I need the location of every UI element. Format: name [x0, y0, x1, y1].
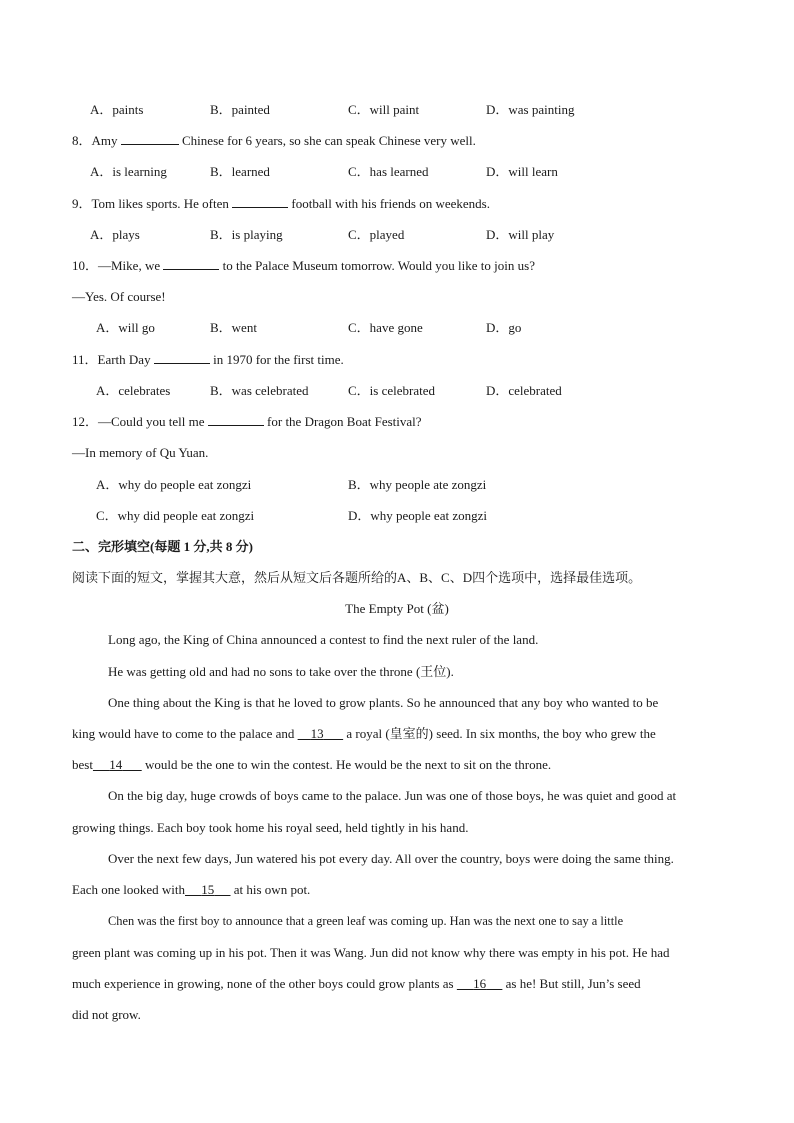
q8-stem-pre: 8．Amy: [72, 133, 118, 148]
q9-stem-pre: 9．Tom likes sports. He often: [72, 196, 229, 211]
q9-stem-post: football with his friends on weekends.: [291, 196, 490, 211]
q9-option-a: A．plays: [90, 227, 140, 242]
q10-option-c: C．have gone: [348, 320, 423, 335]
q11-stem: [72, 351, 344, 369]
q12-option-b: B．why people ate zongzi: [348, 477, 487, 492]
q12-stem-pre: 12．—Could you tell me: [72, 414, 205, 429]
passage-paragraph-4-line-2: growing things. Each boy took home his royal seed, held tightly in his hand.: [72, 820, 469, 835]
q12-answer-blank[interactable]: [208, 413, 264, 426]
q8-option-b: B．learned: [210, 164, 270, 179]
q9-option-c: C．played: [348, 227, 405, 242]
blank-16-number: 16: [473, 976, 487, 991]
q11-option-d: D．celebrated: [486, 383, 562, 398]
q11-option-c: C．is celebrated: [348, 383, 435, 398]
passage-paragraph-6-line-1: Chen was the first boy to announce that a green leaf was coming up. Han was the next one to say a little: [108, 914, 624, 928]
blank-14[interactable]: [93, 757, 142, 772]
q7-option-b: B．painted: [210, 102, 270, 117]
p3-line3-post: would be the one to win the contest. He would be the next to sit on the throne.: [144, 757, 552, 772]
q9-option-b: B．is playing: [210, 227, 283, 242]
q10-reply: —Yes. Of course!: [72, 289, 166, 304]
p3-line2-pre: king would have to come to the palace and: [72, 726, 295, 741]
passage-paragraph-4-line-1: On the big day, huge crowds of boys came to the palace. Jun was one of those boys, he was quiet and good at: [108, 788, 677, 803]
q10-option-a: A．will go: [96, 320, 155, 335]
q8-option-a: A．is learning: [90, 164, 167, 179]
blank-15[interactable]: [185, 882, 231, 897]
q12-stem: [72, 413, 422, 431]
q12-option-d: D．why people eat zongzi: [348, 508, 487, 523]
q8-option-c: C．has learned: [348, 164, 429, 179]
section-2-instruction: 阅读下面的短文，掌握其大意，然后从短文后各题所给的A、B、C、D四个选项中，选择最佳选项。: [72, 570, 642, 585]
q7-option-a: A．paints: [90, 102, 144, 117]
q8-stem-post: Chinese for 6 years, so she can speak Chinese very well.: [182, 133, 476, 148]
passage-paragraph-3-line-1: One thing about the King is that he loved to grow plants. So he announced that any boy who wanted to be: [108, 695, 659, 710]
q12-reply: —In memory of Qu Yuan.: [72, 445, 209, 460]
q10-stem-post: to the Palace Museum tomorrow. Would you like to join us?: [222, 258, 535, 273]
passage-paragraph-3-line-2: [72, 725, 656, 743]
q8-option-d: D．will learn: [486, 164, 558, 179]
blank-15-number: 15: [201, 882, 215, 897]
q10-stem: [72, 257, 535, 275]
q9-answer-blank[interactable]: [232, 195, 288, 208]
p5-line2-post: at his own pot.: [233, 882, 311, 897]
q12-option-c: C．why did people eat zongzi: [96, 508, 255, 523]
passage-paragraph-1: Long ago, the King of China announced a contest to find the next ruler of the land.: [108, 632, 539, 647]
blank-13-number: 13: [310, 726, 324, 741]
q10-stem-pre: 10．—Mike, we: [72, 258, 161, 273]
p5-line2-pre: Each one looked with: [72, 882, 185, 897]
q11-option-a: A．celebrates: [96, 383, 171, 398]
blank-13[interactable]: [298, 726, 344, 741]
p3-line3-pre: best: [72, 757, 93, 772]
passage-title: The Empty Pot (盆): [345, 601, 449, 616]
passage-paragraph-6-line-2: green plant was coming up in his pot. Then it was Wang. Jun did not know why there was empty in his pot. He had: [72, 945, 670, 960]
q11-stem-pre: 11．Earth Day: [72, 352, 151, 367]
q9-option-d: D．will play: [486, 227, 555, 242]
q10-answer-blank[interactable]: [163, 257, 219, 270]
q11-stem-post: in 1970 for the first time.: [213, 352, 344, 367]
q10-option-d: D．go: [486, 320, 522, 335]
q7-option-d: D．was painting: [486, 102, 575, 117]
passage-paragraph-6-line-4: did not grow.: [72, 1007, 141, 1022]
passage-paragraph-5-line-2: [72, 881, 310, 899]
passage-paragraph-5-line-1: Over the next few days, Jun watered his pot every day. All over the country, boys were doing the same thing.: [108, 851, 674, 866]
passage-paragraph-6-line-3: [72, 975, 641, 993]
q12-stem-post: for the Dragon Boat Festival?: [267, 414, 422, 429]
blank-16[interactable]: [457, 976, 503, 991]
passage-paragraph-2: He was getting old and had no sons to take over the throne (王位).: [108, 664, 454, 679]
q10-option-b: B．went: [210, 320, 257, 335]
q12-option-a: A．why do people eat zongzi: [96, 477, 252, 492]
q8-stem: [72, 132, 476, 150]
q9-stem: [72, 195, 490, 213]
blank-14-number: 14: [109, 757, 123, 772]
p3-line2-post: a royal (皇室的) seed. In six months, the boy who grew the: [346, 726, 656, 741]
section-2-title: 二、完形填空(每题 1 分,共 8 分): [72, 539, 253, 554]
q11-answer-blank[interactable]: [154, 351, 210, 364]
q8-answer-blank[interactable]: [121, 132, 179, 145]
passage-paragraph-3-line-3: [72, 756, 551, 774]
p6-line3-post: as he! But still, Jun’s seed: [505, 976, 641, 991]
q7-option-c: C．will paint: [348, 102, 420, 117]
q11-option-b: B．was celebrated: [210, 383, 309, 398]
p6-line3-pre: much experience in growing, none of the other boys could grow plants as: [72, 976, 454, 991]
